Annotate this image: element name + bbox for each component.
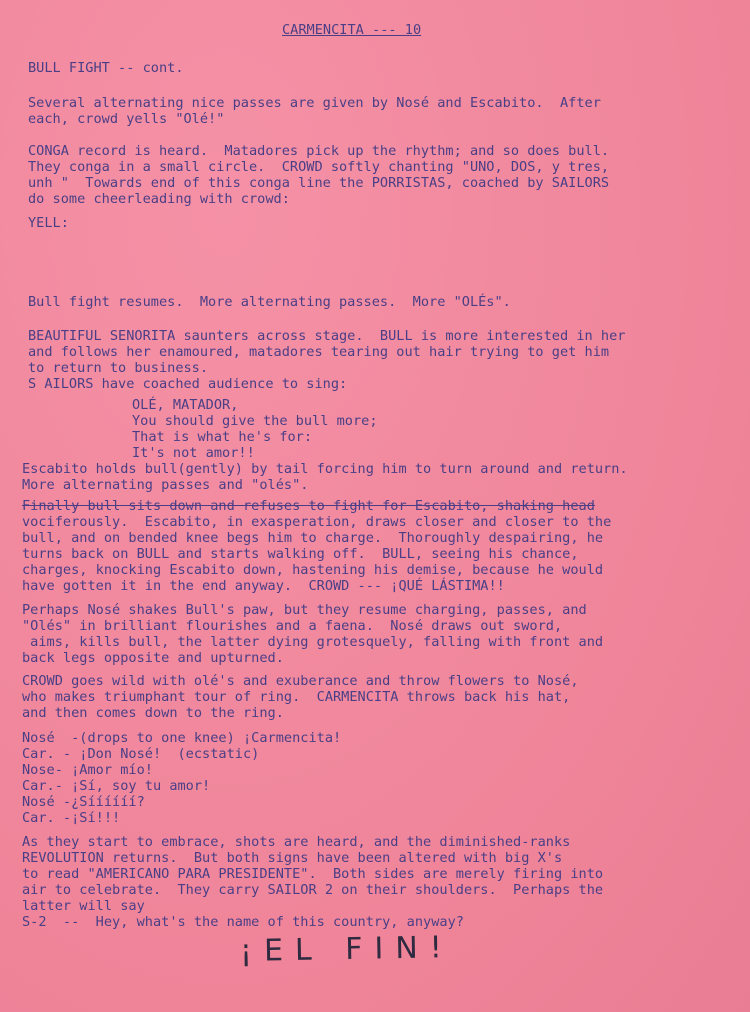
dialogue-line: Nosé -¿Síííííí? xyxy=(22,794,145,810)
text-line: back legs opposite and upturned. xyxy=(22,650,284,666)
song-line: OLÉ, MATADOR, xyxy=(132,397,239,413)
text-line: air to celebrate. They carry SAILOR 2 on their shoulders. Perhaps the xyxy=(22,882,604,898)
page-title: CARMENCITA --- 10 xyxy=(282,22,422,38)
text-line: each, crowd yells "Olé!" xyxy=(28,111,225,127)
text-line: CROWD goes wild with olé's and exuberance and throw flowers to Nosé, xyxy=(22,673,579,689)
song-line: You should give the bull more; xyxy=(132,413,378,429)
text-line: Several alternating nice passes are given by Nosé and Escabito. After xyxy=(28,95,601,111)
text-line: More alternating passes and "olés". xyxy=(22,477,309,493)
dialogue-line: Car. -¡Sí!!! xyxy=(22,810,121,826)
text-line: As they start to embrace, shots are heard, and the diminished-ranks xyxy=(22,834,571,850)
text-line: Perhaps Nosé shakes Bull's paw, but they resume charging, passes, and xyxy=(22,602,587,618)
text-line: aims, kills bull, the latter dying grotesquely, falling with front and xyxy=(22,634,604,650)
dialogue-line: Car. - ¡Don Nosé! (ecstatic) xyxy=(22,746,260,762)
song-line: It's not amor!! xyxy=(132,445,255,461)
text-line: S AILORS have coached audience to sing: xyxy=(28,376,348,392)
text-line: to return to business. xyxy=(28,360,209,376)
text-line: do some cheerleading with crowd: xyxy=(28,191,290,207)
text-line: who makes triumphant tour of ring. CARMENCITA throws back his hat, xyxy=(22,689,571,705)
text-line: CONGA record is heard. Matadores pick up the rhythm; and so does bull. xyxy=(28,143,610,159)
text-line: They conga in a small circle. CROWD softly chanting "UNO, DOS, y tres, xyxy=(28,159,610,175)
dialogue-line: Nosé -(drops to one knee) ¡Carmencita! xyxy=(22,730,342,746)
song-line: That is what he's for: xyxy=(132,429,313,445)
text-line: BULL FIGHT -- cont. xyxy=(28,60,184,76)
text-line: and follows her enamoured, matadores tearing out hair trying to get him xyxy=(28,344,610,360)
text-line: "Olés" in brilliant flourishes and a faena. Nosé draws out sword, xyxy=(22,618,563,634)
text-line: turns back on BULL and starts walking off. BULL, seeing his chance, xyxy=(22,546,579,562)
dialogue-line: Nose- ¡Amor mío! xyxy=(22,762,153,778)
text-line: charges, knocking Escabito down, hastening his demise, because he would xyxy=(22,562,604,578)
text-line: unh " Towards end of this conga line the PORRISTAS, coached by SAILORS xyxy=(28,175,610,191)
text-line: Bull fight resumes. More alternating passes. More "OLÉs". xyxy=(28,294,511,310)
struck-line: Finally bull sits down and refuses to fight for Escabito, shaking head xyxy=(22,498,595,514)
text-line: REVOLUTION returns. But both signs have been altered with big X's xyxy=(22,850,563,866)
text-line: latter will say xyxy=(22,898,145,914)
text-line: to read "AMERICANO PARA PRESIDENTE". Both sides are merely firing into xyxy=(22,866,604,882)
dialogue-line: Car.- ¡Sí, soy tu amor! xyxy=(22,778,211,794)
text-line: BEAUTIFUL SENORITA saunters across stage. BULL is more interested in her xyxy=(28,328,626,344)
text-line: YELL: xyxy=(28,215,69,231)
text-line: have gotten it in the end anyway. CROWD --- ¡QUÉ LÁSTIMA!! xyxy=(22,578,505,594)
text-line: bull, and on bended knee begs him to charge. Thoroughly despairing, he xyxy=(22,530,604,546)
handwritten-ending: ¡EL FIN! xyxy=(239,930,455,969)
text-line: Escabito holds bull(gently) by tail forcing him to turn around and return. xyxy=(22,461,628,477)
text-line: vociferously. Escabito, in exasperation, draws closer and closer to the xyxy=(22,514,612,530)
text-line: S-2 -- Hey, what's the name of this country, anyway? xyxy=(22,914,464,930)
text-line: and then comes down to the ring. xyxy=(22,705,284,721)
